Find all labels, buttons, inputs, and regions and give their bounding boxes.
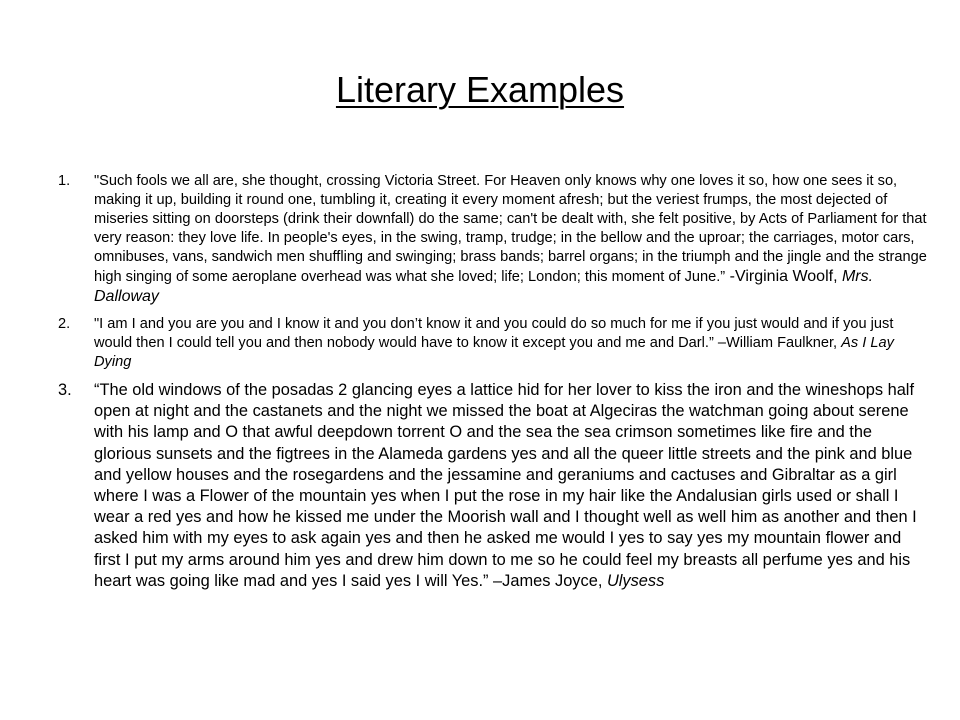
- quote-work-title: As I Lay Dying: [94, 335, 894, 370]
- list-item: [58, 380, 928, 592]
- list-item-text: [94, 172, 928, 307]
- quote-text: “The old windows of the posadas 2 glancing eyes a lattice hid for her lover to kiss the iron and the wineshops half open at night and the castanets and the night we missed the boat at Algeciras the watchman going about serene with his lamp and O that awful deepdown torrent O and the sea the sea crimson sometimes like fire and the glorious sunsets and the figtrees in the Alameda gardens yes and all the queer little streets and the pink and blue and yellow houses and the rosegardens and the jessamine and geraniums and cactuses and Gibraltar as a girl where I was a Flower of the mountain yes when I put the rose in my hair like the Andalusian girls used or shall I wear a red yes and how he kissed me under the Moorish wall and I thought well as well him as another and then I asked him with my eyes to ask again yes and then he asked me would I yes to say yes my mountain flower and first I put my arms around him yes and drew him down to me so he could feel my breasts all perfume yes and his heart was going like mad and yes I said yes I will Yes.”: [94, 381, 917, 590]
- list-number: 2.: [58, 316, 71, 332]
- list-item: [58, 172, 928, 307]
- quote-work-title: Mrs. Dalloway: [94, 268, 874, 305]
- quote-list: [58, 172, 928, 592]
- slide-title: Literary Examples: [335, 69, 625, 110]
- list-item-text: [94, 315, 928, 372]
- list-item: [58, 315, 928, 372]
- list-number: 3.: [58, 381, 72, 399]
- quote-author: –William Faulkner,: [713, 335, 842, 351]
- quote-text: "I am I and you are you and I know it and you don’t know it and you could do so much for me if you just would and if you just would then I could tell you and then nobody would have to know it except you and me and Darl.”: [94, 316, 894, 351]
- list-number: 1.: [58, 173, 71, 189]
- quote-author: –James Joyce,: [488, 571, 607, 590]
- quote-work-title: Ulysess: [606, 571, 665, 590]
- quote-text: "Such fools we all are, she thought, crossing Victoria Street. For Heaven only knows why one loves it so, how one sees it so, making it up, building it round one, tumbling it, creating it every moment afresh; but the veriest frumps, the most dejected of miseries sitting on doorsteps (drink their downfall) do the same; can't be dealt with, she felt positive, by Acts of Parliament for that very reason: they love life. In people's eyes, in the swing, tramp, trudge; in the bellow and the uproar; the carriages, motor cars, omnibuses, vans, sandwich men shuffling and swinging; brass bands; barrel organs; in the triumph and the jingle and the strange high singing of some aeroplane overhead was what she loved; life; London; this moment of June.”: [94, 173, 927, 285]
- quote-author: -Virginia Woolf,: [725, 268, 842, 285]
- list-item-text: [94, 380, 928, 592]
